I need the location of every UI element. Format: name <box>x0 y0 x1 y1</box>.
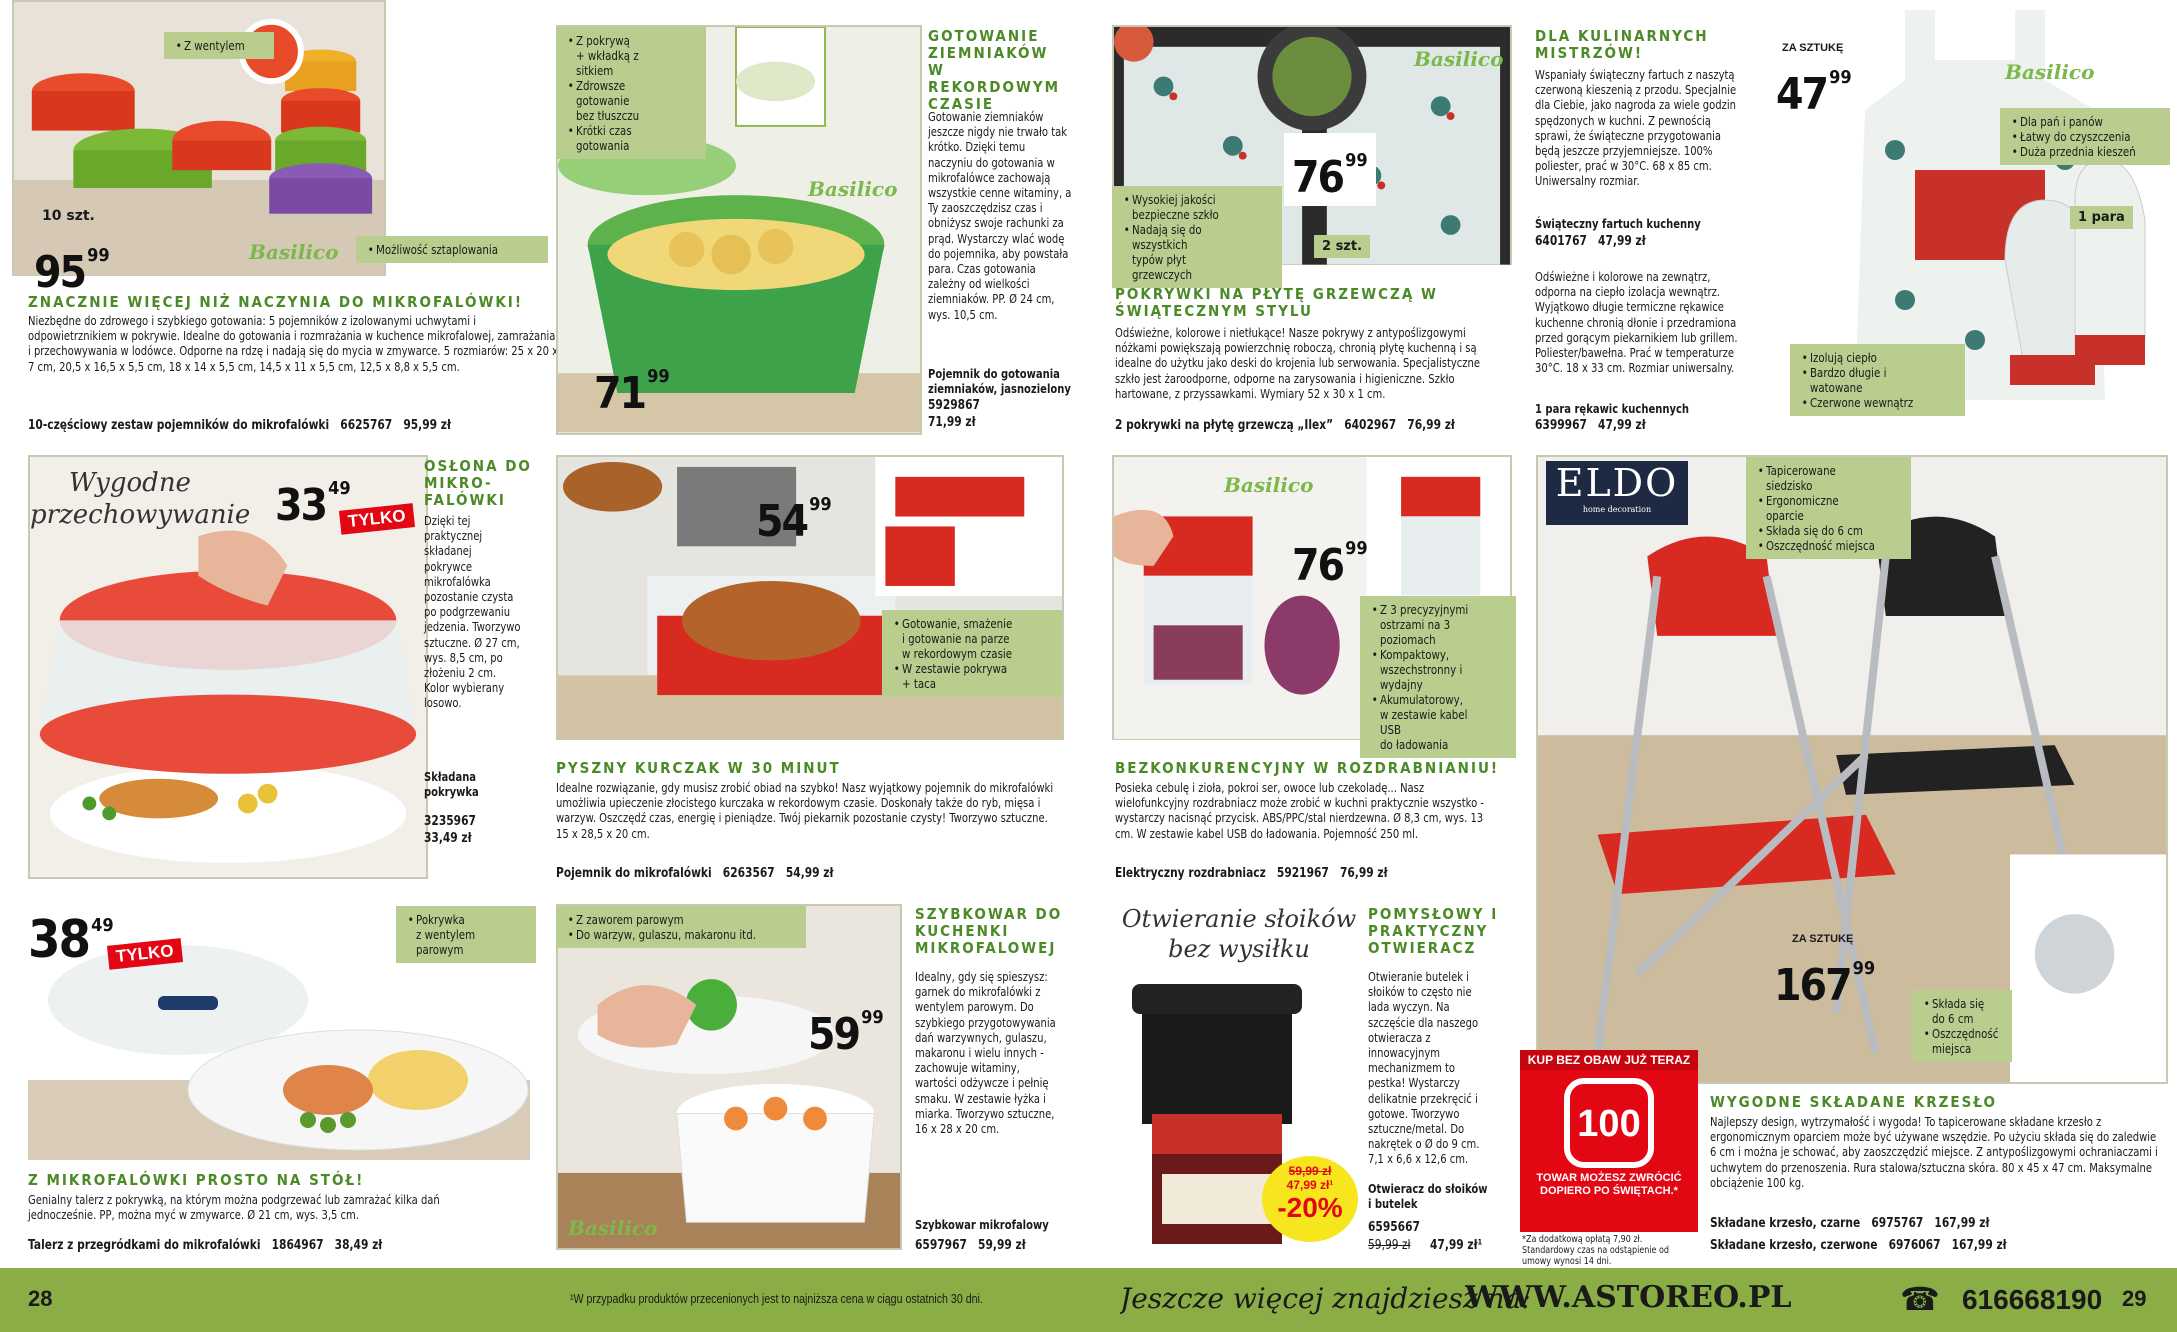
product-description: Posieka cebulę i zioła, pokroi ser, owoce lub czekoladę... Nasz wielofunkcyjny rozdrabniacz może zrobić w kuchni praktycznie wszystko - wystarczy nacisnąć przycisk. ABS/PPC/stal nierdzewna. Ø 8,3 cm, wys. 13 cm. W zestawie kabel USB do ładowania. Pojemność 250 ml. <box>1115 781 1485 841</box>
product-code: 10-częściowy zestaw pojemników do mikrofalówki 6625767 95,99 zł <box>28 418 451 433</box>
product-code: 6595667 <box>1368 1220 1420 1235</box>
product-code: 5929867 <box>928 398 980 413</box>
basilico-logo: Basilico <box>568 1216 658 1240</box>
product-price: 71,99 zł <box>928 415 976 430</box>
badge-100-icon: 100 <box>1564 1078 1654 1168</box>
product-code: 2 pokrywki na płytę grzewczą „Ilex” 6402967 76,99 zł <box>1115 418 1455 433</box>
quantity-tag: 10 szt. <box>42 208 95 224</box>
section-title: DLA KULINARNYCH MISTRZÓW! <box>1535 27 1709 62</box>
product-code-name: Świąteczny fartuch kuchenny <box>1535 217 1701 231</box>
product-code: 6401767 47,99 zł <box>1535 234 1646 249</box>
phone-number[interactable]: 616668190 <box>1962 1284 2103 1315</box>
section-title: BEZKONKURENCYJNY W ROZDRABNIANIU! <box>1115 759 1500 777</box>
product-code-name: Otwieracz do słoików i butelek <box>1368 1182 1488 1212</box>
phone-icon: ☎ <box>1900 1281 1940 1317</box>
tylko-badge: TYLKO <box>107 938 183 970</box>
product-image-chicken-roaster <box>556 455 1064 740</box>
basilico-logo: Basilico <box>2005 60 2095 84</box>
price: 54 $^{99}$ <box>756 494 832 547</box>
product-code-name: Szybkowar mikrofalowy <box>915 1218 1049 1232</box>
basilico-logo: Basilico <box>1414 47 1504 71</box>
price: 167 $^{99}$ <box>1774 958 1876 1011</box>
tylko-badge: TYLKO <box>339 503 415 535</box>
feature-bubble-list: • Wysokiej jakości bezpieczne szkło • Nadają się do wszystkich typów płyt grzewczych <box>1112 186 1282 288</box>
price: 76 $^{99}$ <box>1284 133 1376 206</box>
product-code: Składane krzesło, czarne 6975767 167,99 zł <box>1710 1216 1990 1231</box>
product-price: 47,99 zł¹ <box>1430 1238 1483 1253</box>
product-old-price: 59,99 zł <box>1368 1238 1411 1253</box>
section-title: SZYBKOWAR DO KUCHENKI MIKROFALOWEJ <box>915 905 1063 957</box>
basilico-logo: Basilico <box>1224 473 1314 497</box>
feature-bubble: • Z wentylem <box>164 32 274 59</box>
price: 38 $^{49}$ <box>28 910 114 970</box>
feature-bubble-list: • Tapicerowane siedzisko • Ergonomiczne oparcie • Składa się do 6 cm • Oszczędność miejsca <box>1746 457 1911 559</box>
feature-bubble-list: • Z 3 precyzyjnymi ostrzami na 3 poziomach • Kompaktowy, wszechstronny i wydajny • Akumulatorowy, w zestawie kabel USB do ładowania <box>1360 596 1516 758</box>
product-image-containers <box>12 0 386 298</box>
product-description: Gotowanie ziemniaków jeszcze nigdy nie trwało tak krótko. Dzięki temu naczyniu do gotowania w mikrofalówce zachowają wszystkie cenne witaminy, a Ty zaoszczędzisz czas i obniżysz swoje rachunki za prąd. Wystarczy wlać wodę do pojemnika, aby powstała para. Czas gotowania zależny od wielkości ziemniaków. PP. Ø 24 cm, wys. 10,5 cm. <box>928 110 1072 322</box>
price: 47 $^{99}$ <box>1776 67 1852 120</box>
basilico-logo: Basilico <box>808 177 898 201</box>
section-title: OSŁONA DO MIKRO- FALÓWKI <box>424 457 532 509</box>
feature-bubble-list: • Z pokrywą + wkładką z sitkiem • Zdrowsze gotowanie bez tłuszczu • Krótki czas gotowania <box>556 27 706 159</box>
section-title: Z MIKROFALÓWKI PROSTO NA STÓŁ! <box>28 1171 365 1189</box>
tagline-script: Wygodne przechowywanie <box>30 468 251 530</box>
product-code: Składane krzesło, czerwone 6976067 167,99 zł <box>1710 1238 2007 1253</box>
product-description: Odświeżne i kolorowe na zewnątrz, odporna na ciepło izolacja wewnątrz. Wyjątkowo długie termiczne rękawice kuchenne chronią dłonie i przedramiona przed gorącym piekarnikiem lub grillem. Poliester/bawełna. Prać w temperaturze 30°C. 18 x 33 cm. Rozmiar uniwersalny. <box>1535 270 1738 376</box>
product-code-name: Składana pokrywka <box>424 770 479 800</box>
product-image-microwave-pot <box>556 904 902 1250</box>
product-description: Idealne rozwiązanie, gdy musisz zrobić obiad na szybko! Nasz wyjątkowy pojemnik do mikrofalówki umożliwia upieczenie złocistego kurczaka w rekordowym czasie. Doskonały także do ryb, mięsa i warzyw. Oszczędź czas, energię i pieniądze. Twój piekarnik pozostanie czysty! Tworzywo sztuczne. 15 x 28,5 x 20 cm. <box>556 781 1054 841</box>
feature-bubble-list: • Gotowanie, smażenie i gotowanie na parze w rekordowym czasie • W zestawie pokrywa + taca <box>882 610 1062 697</box>
product-code-name: Pojemnik do gotowania ziemniaków, jasnozielony <box>928 367 1071 397</box>
section-title: WYGODNE SKŁADANE KRZESŁO <box>1710 1093 1997 1111</box>
product-code-name: 1 para rękawic kuchennych <box>1535 402 1690 416</box>
product-description: Dzięki tej praktycznej składanej pokrywce mikrofalówka pozostanie czysta po podgrzewaniu jedzenia. Tworzywo sztuczne. Ø 27 cm, wys. 8,5 cm, po złożeniu 2 cm. Kolor wybierany losowo. <box>424 514 521 711</box>
tagline-script: Otwieranie słoików bez wysiłku <box>1121 905 1357 963</box>
product-description: Genialny talerz z pokrywką, na którym można podgrzewać lub zamrażać kilka dań jednocześnie. PP, można myć w zmywarce. Ø 21 cm, wys. 3,5 cm. <box>28 1193 440 1223</box>
footer-bar <box>0 1268 2177 1332</box>
feature-bubble: • Możliwość sztaplowania <box>356 236 548 263</box>
product-code: Talerz z przegródkami do mikrofalówki 1864967 38,49 zł <box>28 1238 383 1253</box>
price-footnote: ¹W przypadku produktów przecenionych jest to najniższa cena w ciągu ostatnich 30 dni. <box>570 1292 983 1306</box>
badge-footnote: *Za dodatkową opłatą 7,90 zł. Standardowy czas na odstąpienie od umowy wynosi 14 dni. <box>1522 1234 1669 1267</box>
product-description: Niezbędne do zdrowego i szybkiego gotowania: 5 pojemników z izolowanymi uchwytami i odpowietrznikiem w pokrywie. Idealne do gotowania i rozmrażania w kuchence mikrofalowej, zamrażania i przechowywania w lodówce. Odporne na rdzę i nadają się do mycia w zmywarce. 5 rozmiarów: 25 x 20 x 7 cm, 20,5 x 16,5 x 5,5 cm, 18 x 14 x 5,5 cm, 14,5 x 11 x 5,5 cm, 12,5 x 8,8 x 5,5 cm. <box>28 314 559 374</box>
product-code: 6597967 59,99 zł <box>915 1238 1026 1253</box>
section-title: PYSZNY KURCZAK W 30 MINUT <box>556 759 841 777</box>
price: 71 $^{99}$ <box>594 366 670 419</box>
quantity-tag: 2 szt. <box>1314 235 1370 258</box>
product-code: 3235967 <box>424 814 476 829</box>
quantity-tag: 1 para <box>2070 206 2133 229</box>
price: 95 $^{99}$ <box>34 245 110 298</box>
feature-bubble-list: • Z zaworem parowym • Do warzyw, gulaszu, makaronu itd. <box>556 906 806 948</box>
product-code: Pojemnik do mikrofalówki 6263567 54,99 zł <box>556 866 834 881</box>
product-image-microwave-cover <box>28 455 428 879</box>
product-code: 6399967 47,99 zł <box>1535 418 1646 433</box>
section-title: POKRYWKI NA PŁYTĘ GRZEWCZĄ W ŚWIĄTECZNYM STYLU <box>1115 285 1438 320</box>
price: 76 $^{99}$ <box>1292 538 1368 591</box>
website-link[interactable]: WWW.ASTOREO.PL <box>1465 1280 1792 1315</box>
slogan: Jeszcze więcej znajdziesz na: <box>1120 1282 1531 1315</box>
return-guarantee-badge: KUP BEZ OBAW JUŻ TERAZ 100 TOWAR MOŻESZ ZWRÓCIĆ DOPIERO PO ŚWIĘTACH.* <box>1520 1050 1698 1232</box>
product-description: Wspaniały świąteczny fartuch z naszytą czerwoną kieszenią z przodu. Specjalnie dla Ciebie, jako nagroda za wiele godzin spędzonych w kuchni. Z pewnością sprawi, że świąteczne przygotowania będą jeszcze przyjemniejsze. 100% poliester, prać w 30°C. 68 x 85 cm. Uniwersalny rozmiar. <box>1535 68 1737 189</box>
product-description: Najlepszy design, wytrzymałość i wygoda! To tapicerowane składane krzesło z ergonomicznym oparciem może być używane wszędzie. Po użyciu składa się do zaledwie 6 cm i można je schować, aby zaoszczędzić miejsce. Z antypoślizgowymi ochraniaczami i uchwytem do przenoszenia. Rura stalowa/sztuczna skóra. 80 x 45 x 47 cm. Maksymalne obciążenie 100 kg. <box>1710 1115 2158 1190</box>
price-label-zasztuke: ZA SZTUKĘ <box>1782 42 1844 54</box>
eldo-logo: ELDO home decoration <box>1546 461 1688 525</box>
product-description: Idealny, gdy się spieszysz: garnek do mikrofalówki z wentylem parowym. Do szybkiego przygotowywania dań warzywnych, gulaszu, makaronu i wielu innych - zachowuje witaminy, wartości odżywcze i pełnię smaku. W zestawie łyżka i miarka. Tworzywo sztuczne, 16 x 28 x 20 cm. <box>915 970 1056 1137</box>
basilico-logo: Basilico <box>249 240 339 264</box>
page-number-left: 28 <box>28 1286 53 1311</box>
product-description: Odświeżne, kolorowe i nietłukące! Nasze pokrywy z antypoślizgowymi nóżkami powiększają powierzchnię roboczą, chronią płytę kuchenną i są idealne do użytku jako deski do krojenia lub serwowania. Specjalistyczne szkło jest żaroodporne, odporne na zarysowania i higieniczne. Szkło hartowane, z przyssawkami. Wymiary 52 x 30 x 1 cm. <box>1115 326 1481 401</box>
feature-bubble-list: • Składa się do 6 cm • Oszczędność miejsca <box>1912 990 2012 1062</box>
price: 59 $^{99}$ <box>808 1007 884 1060</box>
feature-bubble-list: • Izolują ciepło • Bardzo długie i watowane • Czerwone wewnątrz <box>1790 344 1965 416</box>
product-price: 33,49 zł <box>424 831 472 846</box>
feature-bubble-list: • Dla pań i panów • Łatwy do czyszczenia • Duża przednia kieszeń <box>2000 108 2170 165</box>
section-title: GOTOWANIE ZIEMNIAKÓW W REKORDOWYM CZASIE <box>928 27 1061 113</box>
section-title: ZNACZNIE WIĘCEJ NIŻ NACZYNIA DO MIKROFALÓWKI! <box>28 293 523 311</box>
microwave-pot-illustration <box>558 906 900 1248</box>
product-description: Otwieranie butelek i słoików to często nie lada wyczyn. Na szczęście dla naszego otwieracza z innowacyjnym mechanizmem to pestka! Wystarczy delikatnie przekręcić i gotowe. Tworzywo sztuczne/metal. Do nakrętek o Ø do 9 cm. 7,1 x 6,6 x 12,6 cm. <box>1368 970 1480 1167</box>
product-code: Elektryczny rozdrabniacz 5921967 76,99 zł <box>1115 866 1388 881</box>
feature-bubble-list: • Pokrywka z wentylem parowym <box>396 906 536 963</box>
page-number-right: 29 <box>2122 1286 2147 1311</box>
price: 33 $^{49}$ <box>275 478 351 531</box>
price-label-zasztuke: ZA SZTUKĘ <box>1792 933 1854 945</box>
discount-badge: 59,99 zł 47,99 zł¹ -20% <box>1262 1156 1358 1242</box>
section-title: POMYSŁOWY I PRAKTYCZNY OTWIERACZ <box>1368 905 1499 957</box>
